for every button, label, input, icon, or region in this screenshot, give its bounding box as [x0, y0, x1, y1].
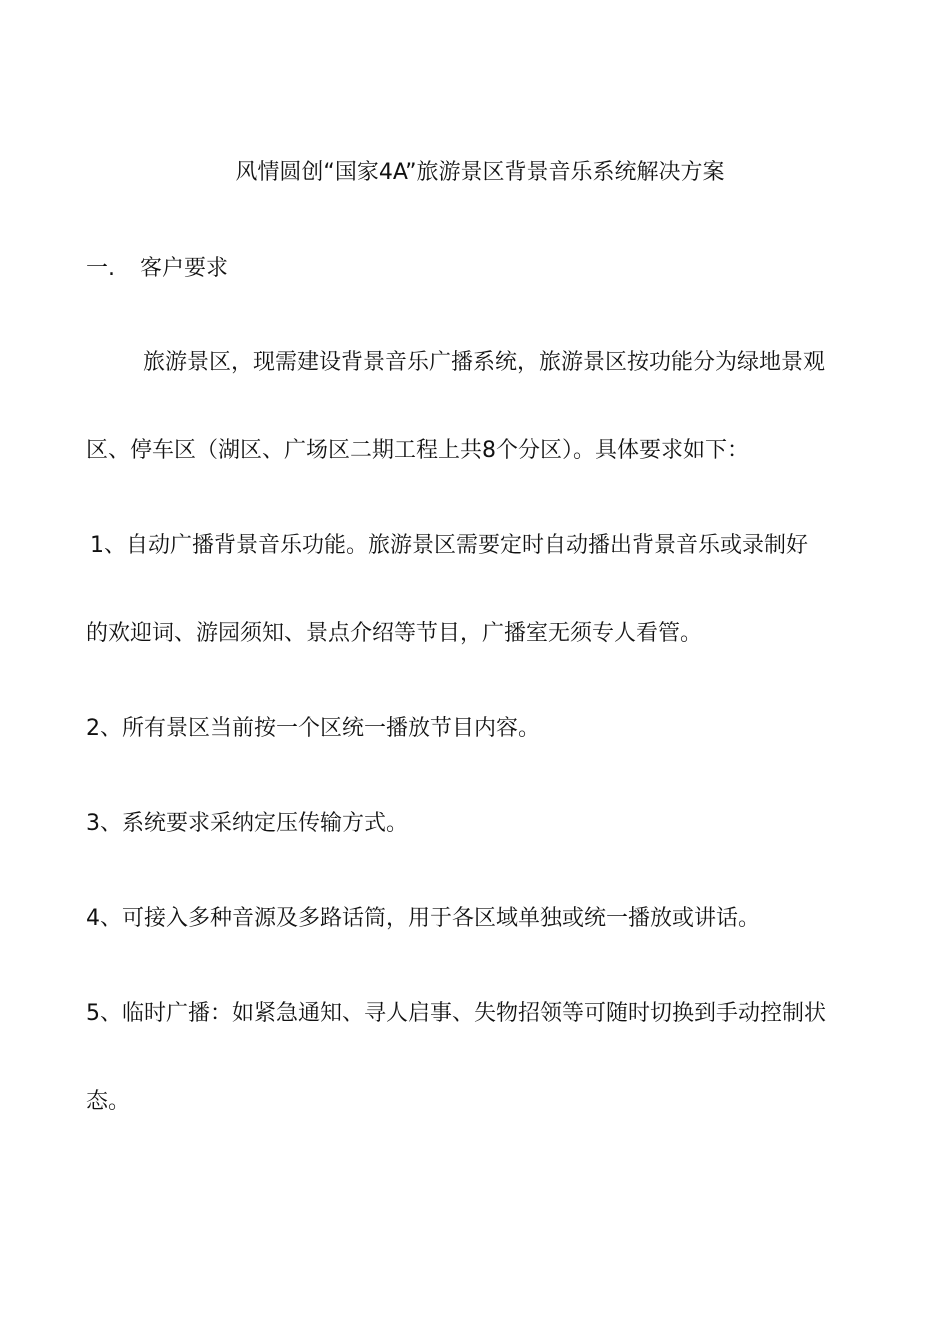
list-item: 4、可接入多种音源及多路话筒，用于各区域单独或统一播放或讲话。 — [86, 906, 760, 931]
section-number: 一. — [86, 256, 115, 281]
section-heading — [86, 254, 228, 284]
paragraph-line: 旅游景区，现需建设背景音乐广播系统，旅游景区按功能分为绿地景观 — [143, 350, 826, 375]
list-item: 3、系统要求采纳定压传输方式。 — [86, 811, 408, 836]
list-item: 2、所有景区当前按一个区统一播放节目内容。 — [86, 716, 540, 741]
document-title: 风情圆创“国家4A”旅游景区背景音乐系统解决方案 — [235, 160, 725, 185]
list-item-line: 的欢迎词、游园须知、景点介绍等节目，广播室无须专人看管。 — [86, 621, 703, 646]
list-item-line: 5、临时广播：如紧急通知、寻人启事、失物招领等可随时切换到手动控制状 — [86, 1001, 826, 1026]
list-item-line: 1、自动广播背景音乐功能。旅游景区需要定时自动播出背景音乐或录制好 — [90, 533, 808, 558]
section-heading-text: 客户要求 — [140, 256, 229, 281]
paragraph-line: 区、停车区（湖区、广场区二期工程上共8个分区）。具体要求如下： — [86, 438, 749, 463]
list-item-line: 态。 — [86, 1089, 131, 1114]
